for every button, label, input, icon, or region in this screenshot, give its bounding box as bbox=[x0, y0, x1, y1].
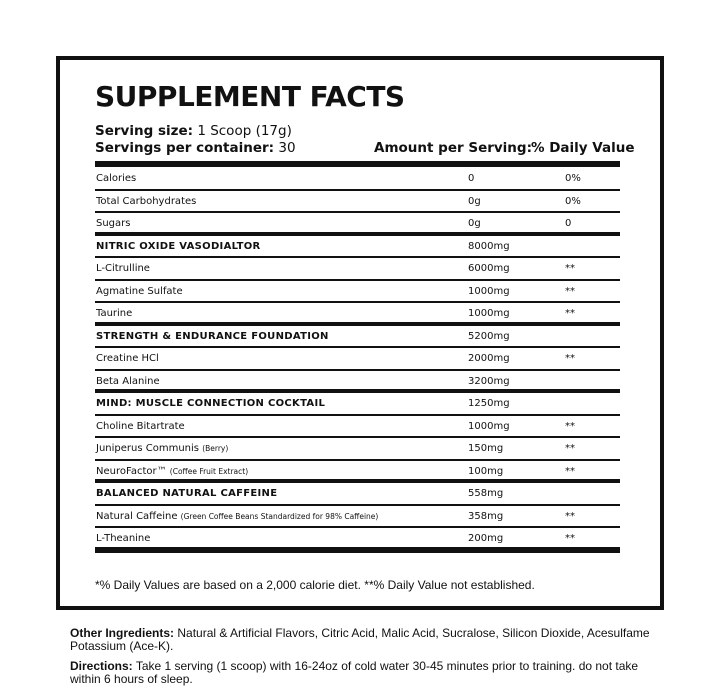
directions bbox=[70, 660, 670, 686]
section-row bbox=[95, 236, 620, 259]
row-amount: 0g bbox=[468, 195, 481, 207]
section-amount: 1250mg bbox=[468, 398, 510, 409]
other-ingredients-text: Natural & Artificial Flavors, Citric Acid, Malic Acid, Sucralose, Silicon Dioxide, Acesulfame Potassium (Ace-K). bbox=[70, 626, 650, 653]
table-row bbox=[95, 438, 620, 461]
section-amount: 558mg bbox=[468, 488, 504, 499]
row-amount: 0 bbox=[468, 173, 475, 184]
row-dv: ** bbox=[565, 510, 575, 522]
section-row bbox=[95, 326, 620, 349]
section-row bbox=[95, 393, 620, 416]
table-row bbox=[95, 258, 620, 281]
table-row bbox=[95, 461, 620, 484]
table-row bbox=[95, 371, 620, 394]
row-dv: ** bbox=[565, 420, 575, 432]
row-dv: ** bbox=[565, 263, 575, 274]
daily-value-header: % Daily Value bbox=[531, 140, 635, 156]
servings-label: Servings per container: bbox=[95, 140, 275, 156]
serving-size bbox=[95, 123, 292, 139]
directions-label: Directions: bbox=[70, 659, 133, 673]
table-row bbox=[95, 191, 620, 214]
row-name: Sugars bbox=[96, 218, 131, 229]
row-dv: ** bbox=[565, 353, 575, 364]
row-name bbox=[96, 443, 228, 454]
row-dv: 0 bbox=[565, 218, 572, 229]
table-row bbox=[95, 281, 620, 304]
panel-title: SUPPLEMENT FACTS bbox=[95, 80, 405, 113]
row-dv: ** bbox=[565, 465, 575, 477]
row-name bbox=[96, 466, 248, 477]
section-name: BALANCED NATURAL CAFFEINE bbox=[96, 488, 278, 499]
table-row bbox=[95, 213, 620, 236]
row-dv: ** bbox=[565, 285, 575, 297]
other-ingredients bbox=[70, 627, 670, 653]
row-name: Total Carbohydrates bbox=[96, 195, 197, 207]
row-name-text: NeuroFactor™ bbox=[96, 465, 167, 477]
amount-header: Amount per Serving: bbox=[374, 140, 532, 156]
serving-size-label: Serving size: bbox=[95, 123, 194, 139]
section-name: STRENGTH & ENDURANCE FOUNDATION bbox=[96, 330, 329, 342]
section-name: NITRIC OXIDE VASODIALTOR bbox=[96, 240, 261, 252]
row-name: Choline Bitartrate bbox=[96, 420, 185, 432]
row-name: Agmatine Sulfate bbox=[96, 285, 183, 297]
row-dv: 0% bbox=[565, 195, 581, 207]
row-amount: 0g bbox=[468, 218, 481, 229]
row-amount: 1000mg bbox=[468, 285, 510, 297]
table-row bbox=[95, 506, 620, 529]
row-name: L-Theanine bbox=[96, 533, 151, 544]
row-amount: 1000mg bbox=[468, 420, 510, 432]
servings-per-container bbox=[95, 140, 296, 156]
section-name: MIND: MUSCLE CONNECTION COCKTAIL bbox=[96, 398, 326, 409]
header-divider bbox=[95, 161, 620, 167]
row-amount: 2000mg bbox=[468, 353, 510, 364]
section-row bbox=[95, 483, 620, 506]
row-name: Calories bbox=[96, 173, 137, 184]
row-amount: 150mg bbox=[468, 443, 504, 454]
row-dv: ** bbox=[565, 443, 575, 454]
row-name-text: Natural Caffeine bbox=[96, 510, 178, 522]
row-dv: ** bbox=[565, 533, 575, 544]
row-name: Creatine HCl bbox=[96, 353, 159, 364]
table-row bbox=[95, 348, 620, 371]
row-amount: 358mg bbox=[468, 510, 504, 522]
table-row bbox=[95, 416, 620, 439]
row-name: Taurine bbox=[96, 308, 133, 319]
row-dv: 0% bbox=[565, 173, 581, 184]
section-amount: 5200mg bbox=[468, 330, 510, 342]
row-dv: ** bbox=[565, 308, 575, 319]
section-amount: 8000mg bbox=[468, 240, 510, 252]
table-row bbox=[95, 168, 620, 191]
serving-size-value: 1 Scoop (17g) bbox=[197, 123, 292, 139]
servings-value: 30 bbox=[278, 140, 296, 156]
row-name: Beta Alanine bbox=[96, 375, 160, 387]
row-amount: 200mg bbox=[468, 533, 504, 544]
row-amount: 1000mg bbox=[468, 308, 510, 319]
row-amount: 3200mg bbox=[468, 375, 510, 387]
directions-text: Take 1 serving (1 scoop) with 16-24oz of cold water 30-45 minutes prior to training. do not take within 6 hours of sleep. bbox=[70, 659, 639, 686]
table-row bbox=[95, 528, 620, 553]
row-name: L-Citrulline bbox=[96, 263, 150, 274]
row-name-note: (Berry) bbox=[202, 444, 229, 453]
daily-value-footnote: *% Daily Values are based on a 2,000 calorie diet. **% Daily Value not established. bbox=[95, 578, 535, 592]
other-ingredients-label: Other Ingredients: bbox=[70, 626, 175, 640]
row-name-text: Juniperus Communis bbox=[96, 443, 199, 454]
row-amount: 6000mg bbox=[468, 263, 510, 274]
table-row bbox=[95, 303, 620, 326]
row-name-note: (Green Coffee Beans Standardized for 98% Caffeine) bbox=[180, 511, 379, 521]
row-name-note: (Coffee Fruit Extract) bbox=[169, 466, 249, 476]
row-amount: 100mg bbox=[468, 465, 504, 477]
supplement-facts-panel bbox=[56, 56, 664, 610]
row-name bbox=[96, 511, 378, 522]
nutrient-table bbox=[95, 168, 620, 553]
